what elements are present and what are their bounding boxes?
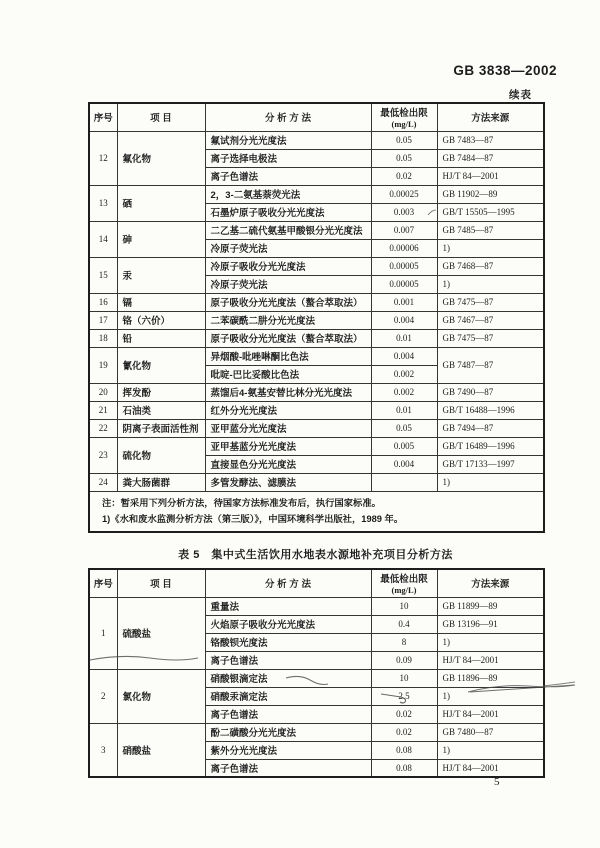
cell-method-source: HJ/T 84—2001 bbox=[437, 651, 544, 669]
table-row bbox=[89, 293, 544, 311]
table-row bbox=[89, 257, 544, 275]
cell-serial-no: 22 bbox=[89, 419, 117, 437]
table-row bbox=[89, 597, 544, 615]
cell-analysis-method: 冷原子荧光法 bbox=[205, 239, 371, 257]
cell-serial-no: 20 bbox=[89, 383, 117, 401]
cell-detection-limit: 8 bbox=[371, 633, 437, 651]
column-header-2: 分 析 方 法 bbox=[205, 569, 371, 597]
cell-serial-no: 18 bbox=[89, 329, 117, 347]
column-header-3: 最低检出限 (mg/L) bbox=[371, 103, 437, 131]
analysis-methods-continued-table bbox=[88, 102, 545, 533]
cell-analysis-method: 离子色谱法 bbox=[205, 651, 371, 669]
cell-item-name: 硒 bbox=[117, 185, 205, 221]
cell-detection-limit: 0.09 bbox=[371, 651, 437, 669]
table-row bbox=[89, 131, 544, 149]
cell-analysis-method: 硝酸汞滴定法 bbox=[205, 687, 371, 705]
cell-method-source: HJ/T 84—2001 bbox=[437, 705, 544, 723]
cell-detection-limit: 0.00005 bbox=[371, 275, 437, 293]
table-notes: 注：暂采用下列分析方法，待国家方法标准发布后，执行国家标准。 1)《水和废水监测分析方法（第三版）》，中国环境科学出版社，1989 年。 bbox=[89, 491, 544, 532]
table-row bbox=[89, 311, 544, 329]
cell-analysis-method: 重量法 bbox=[205, 597, 371, 615]
cell-method-source: GB 11902—89 bbox=[437, 185, 544, 203]
cell-analysis-method: 吡啶-巴比妥酸比色法 bbox=[205, 365, 371, 383]
cell-method-source: GB/T 15505—1995 bbox=[437, 203, 544, 221]
cell-detection-limit: 0.001 bbox=[371, 293, 437, 311]
column-header-3: 最低检出限 (mg/L) bbox=[371, 569, 437, 597]
cell-detection-limit: 0.002 bbox=[371, 365, 437, 383]
cell-item-name: 汞 bbox=[117, 257, 205, 293]
cell-detection-limit: 0.05 bbox=[371, 131, 437, 149]
cell-analysis-method: 离子色谱法 bbox=[205, 167, 371, 185]
table-row bbox=[89, 473, 544, 491]
cell-detection-limit: 0.4 bbox=[371, 615, 437, 633]
cell-analysis-method: 二乙基二硫代氨基甲酸银分光光度法 bbox=[205, 221, 371, 239]
cell-detection-limit: 0.004 bbox=[371, 311, 437, 329]
cell-serial-no: 2 bbox=[89, 669, 117, 723]
cell-detection-limit: 0.00006 bbox=[371, 239, 437, 257]
cell-method-source: 1) bbox=[437, 633, 544, 651]
cell-item-name: 阴离子表面活性剂 bbox=[117, 419, 205, 437]
cell-method-source: GB 7494—87 bbox=[437, 419, 544, 437]
cell-method-source: GB 7475—87 bbox=[437, 293, 544, 311]
cell-detection-limit: 0.004 bbox=[371, 455, 437, 473]
cell-item-name: 硫酸盐 bbox=[117, 597, 205, 669]
cell-serial-no: 24 bbox=[89, 473, 117, 491]
cell-analysis-method: 硝酸银滴定法 bbox=[205, 669, 371, 687]
cell-analysis-method: 异烟酸-吡唑啉酮比色法 bbox=[205, 347, 371, 365]
table-row bbox=[89, 329, 544, 347]
cell-detection-limit: 10 bbox=[371, 669, 437, 687]
cell-analysis-method: 直接显色分光光度法 bbox=[205, 455, 371, 473]
cell-analysis-method: 火焰原子吸收分光光度法 bbox=[205, 615, 371, 633]
cell-method-source: GB 7485—87 bbox=[437, 221, 544, 239]
cell-detection-limit: 10 bbox=[371, 597, 437, 615]
cell-item-name: 挥发酚 bbox=[117, 383, 205, 401]
table-row bbox=[89, 401, 544, 419]
cell-analysis-method: 离子选择电极法 bbox=[205, 149, 371, 167]
cell-method-source: GB 7468—87 bbox=[437, 257, 544, 275]
cell-analysis-method: 离子色谱法 bbox=[205, 705, 371, 723]
cell-analysis-method: 原子吸收分光光度法（螯合萃取法） bbox=[205, 293, 371, 311]
cell-analysis-method: 2，3-二氨基萘荧光法 bbox=[205, 185, 371, 203]
cell-method-source: GB 7480—87 bbox=[437, 723, 544, 741]
cell-item-name: 镉 bbox=[117, 293, 205, 311]
cell-method-source: GB 7467—87 bbox=[437, 311, 544, 329]
column-header-1: 项 目 bbox=[117, 103, 205, 131]
cell-detection-limit: 0.02 bbox=[371, 167, 437, 185]
table-row bbox=[89, 419, 544, 437]
table-row bbox=[89, 437, 544, 455]
table5-supplementary-items bbox=[88, 568, 545, 778]
column-header-0: 序号 bbox=[89, 569, 117, 597]
cell-method-source: GB/T 16488—1996 bbox=[437, 401, 544, 419]
cell-detection-limit: 0.08 bbox=[371, 741, 437, 759]
table-row bbox=[89, 669, 544, 687]
table5-title: 表 5 集中式生活饮用水地表水源地补充项目分析方法 bbox=[178, 549, 453, 561]
cell-analysis-method: 离子色谱法 bbox=[205, 759, 371, 777]
cell-detection-limit: 0.08 bbox=[371, 759, 437, 777]
cell-method-source: GB 13196—91 bbox=[437, 615, 544, 633]
cell-analysis-method: 紫外分光光度法 bbox=[205, 741, 371, 759]
cell-method-source: HJ/T 84—2001 bbox=[437, 167, 544, 185]
column-header-2: 分 析 方 法 bbox=[205, 103, 371, 131]
cell-detection-limit: 0.05 bbox=[371, 149, 437, 167]
cell-serial-no: 17 bbox=[89, 311, 117, 329]
cell-item-name: 硝酸盐 bbox=[117, 723, 205, 777]
cell-serial-no: 3 bbox=[89, 723, 117, 777]
cell-analysis-method: 氟试剂分光光度法 bbox=[205, 131, 371, 149]
cell-detection-limit: 0.00005 bbox=[371, 257, 437, 275]
cell-serial-no: 21 bbox=[89, 401, 117, 419]
cell-method-source: HJ/T 84—2001 bbox=[437, 759, 544, 777]
table-row bbox=[89, 347, 544, 365]
cell-method-source: GB/T 17133—1997 bbox=[437, 455, 544, 473]
cell-detection-limit: 0.01 bbox=[371, 329, 437, 347]
cell-serial-no: 14 bbox=[89, 221, 117, 257]
cell-detection-limit: 0.005 bbox=[371, 437, 437, 455]
cell-detection-limit: 0.002 bbox=[371, 383, 437, 401]
cell-analysis-method: 蒸馏后4-氨基安替比林分光光度法 bbox=[205, 383, 371, 401]
cell-analysis-method: 多管发酵法、滤膜法 bbox=[205, 473, 371, 491]
cell-item-name: 铬（六价） bbox=[117, 311, 205, 329]
table-row bbox=[89, 221, 544, 239]
cell-detection-limit: 0.004 bbox=[371, 347, 437, 365]
cell-method-source: GB 7490—87 bbox=[437, 383, 544, 401]
cell-detection-limit: 0.00025 bbox=[371, 185, 437, 203]
cell-method-source: GB/T 16489—1996 bbox=[437, 437, 544, 455]
cell-detection-limit: 0.007 bbox=[371, 221, 437, 239]
cell-analysis-method: 石墨炉原子吸收分光光度法 bbox=[205, 203, 371, 221]
cell-method-source: 1) bbox=[437, 239, 544, 257]
cell-serial-no: 23 bbox=[89, 437, 117, 473]
cell-analysis-method: 原子吸收分光光度法（螯合萃取法） bbox=[205, 329, 371, 347]
cell-serial-no: 1 bbox=[89, 597, 117, 669]
cell-item-name: 砷 bbox=[117, 221, 205, 257]
cell-detection-limit bbox=[371, 473, 437, 491]
table-row bbox=[89, 383, 544, 401]
cell-method-source: GB 11896—89 bbox=[437, 669, 544, 687]
cell-method-source: GB 7484—87 bbox=[437, 149, 544, 167]
cell-method-source: 1) bbox=[437, 275, 544, 293]
standard-number: GB 3838—2002 bbox=[453, 63, 557, 78]
cell-detection-limit: 0.003 bbox=[371, 203, 437, 221]
cell-serial-no: 12 bbox=[89, 131, 117, 185]
table-row bbox=[89, 723, 544, 741]
cell-detection-limit: 0.01 bbox=[371, 401, 437, 419]
cell-item-name: 氟化物 bbox=[117, 131, 205, 185]
page-number: 5 bbox=[494, 776, 500, 788]
cell-analysis-method: 铬酸钡光度法 bbox=[205, 633, 371, 651]
cell-item-name: 石油类 bbox=[117, 401, 205, 419]
cell-analysis-method: 二苯碳酰二肼分光光度法 bbox=[205, 311, 371, 329]
column-header-4: 方法来源 bbox=[437, 569, 544, 597]
cell-item-name: 硫化物 bbox=[117, 437, 205, 473]
column-header-1: 项 目 bbox=[117, 569, 205, 597]
cell-serial-no: 19 bbox=[89, 347, 117, 383]
cell-detection-limit: 0.02 bbox=[371, 723, 437, 741]
continued-table-label: 续表 bbox=[509, 89, 532, 101]
cell-analysis-method: 红外分光光度法 bbox=[205, 401, 371, 419]
column-header-0: 序号 bbox=[89, 103, 117, 131]
cell-method-source: GB 7475—87 bbox=[437, 329, 544, 347]
cell-serial-no: 13 bbox=[89, 185, 117, 221]
cell-analysis-method: 亚甲基蓝分光光度法 bbox=[205, 437, 371, 455]
cell-method-source: 1) bbox=[437, 741, 544, 759]
table-row bbox=[89, 185, 544, 203]
cell-analysis-method: 亚甲蓝分光光度法 bbox=[205, 419, 371, 437]
cell-method-source: GB 11899—89 bbox=[437, 597, 544, 615]
cell-method-source: GB 7483—87 bbox=[437, 131, 544, 149]
cell-serial-no: 15 bbox=[89, 257, 117, 293]
cell-method-source: GB 7487—87 bbox=[437, 347, 544, 383]
cell-serial-no: 16 bbox=[89, 293, 117, 311]
cell-detection-limit: 2.5 bbox=[371, 687, 437, 705]
cell-method-source: 1) bbox=[437, 473, 544, 491]
cell-analysis-method: 酚二磺酸分光光度法 bbox=[205, 723, 371, 741]
cell-analysis-method: 冷原子吸收分光光度法 bbox=[205, 257, 371, 275]
cell-item-name: 氰化物 bbox=[117, 347, 205, 383]
cell-item-name: 粪大肠菌群 bbox=[117, 473, 205, 491]
cell-item-name: 铅 bbox=[117, 329, 205, 347]
column-header-4: 方法来源 bbox=[437, 103, 544, 131]
cell-item-name: 氯化物 bbox=[117, 669, 205, 723]
cell-detection-limit: 0.05 bbox=[371, 419, 437, 437]
cell-detection-limit: 0.02 bbox=[371, 705, 437, 723]
cell-analysis-method: 冷原子荧光法 bbox=[205, 275, 371, 293]
notes-row bbox=[89, 491, 544, 532]
cell-method-source: 1) bbox=[437, 687, 544, 705]
